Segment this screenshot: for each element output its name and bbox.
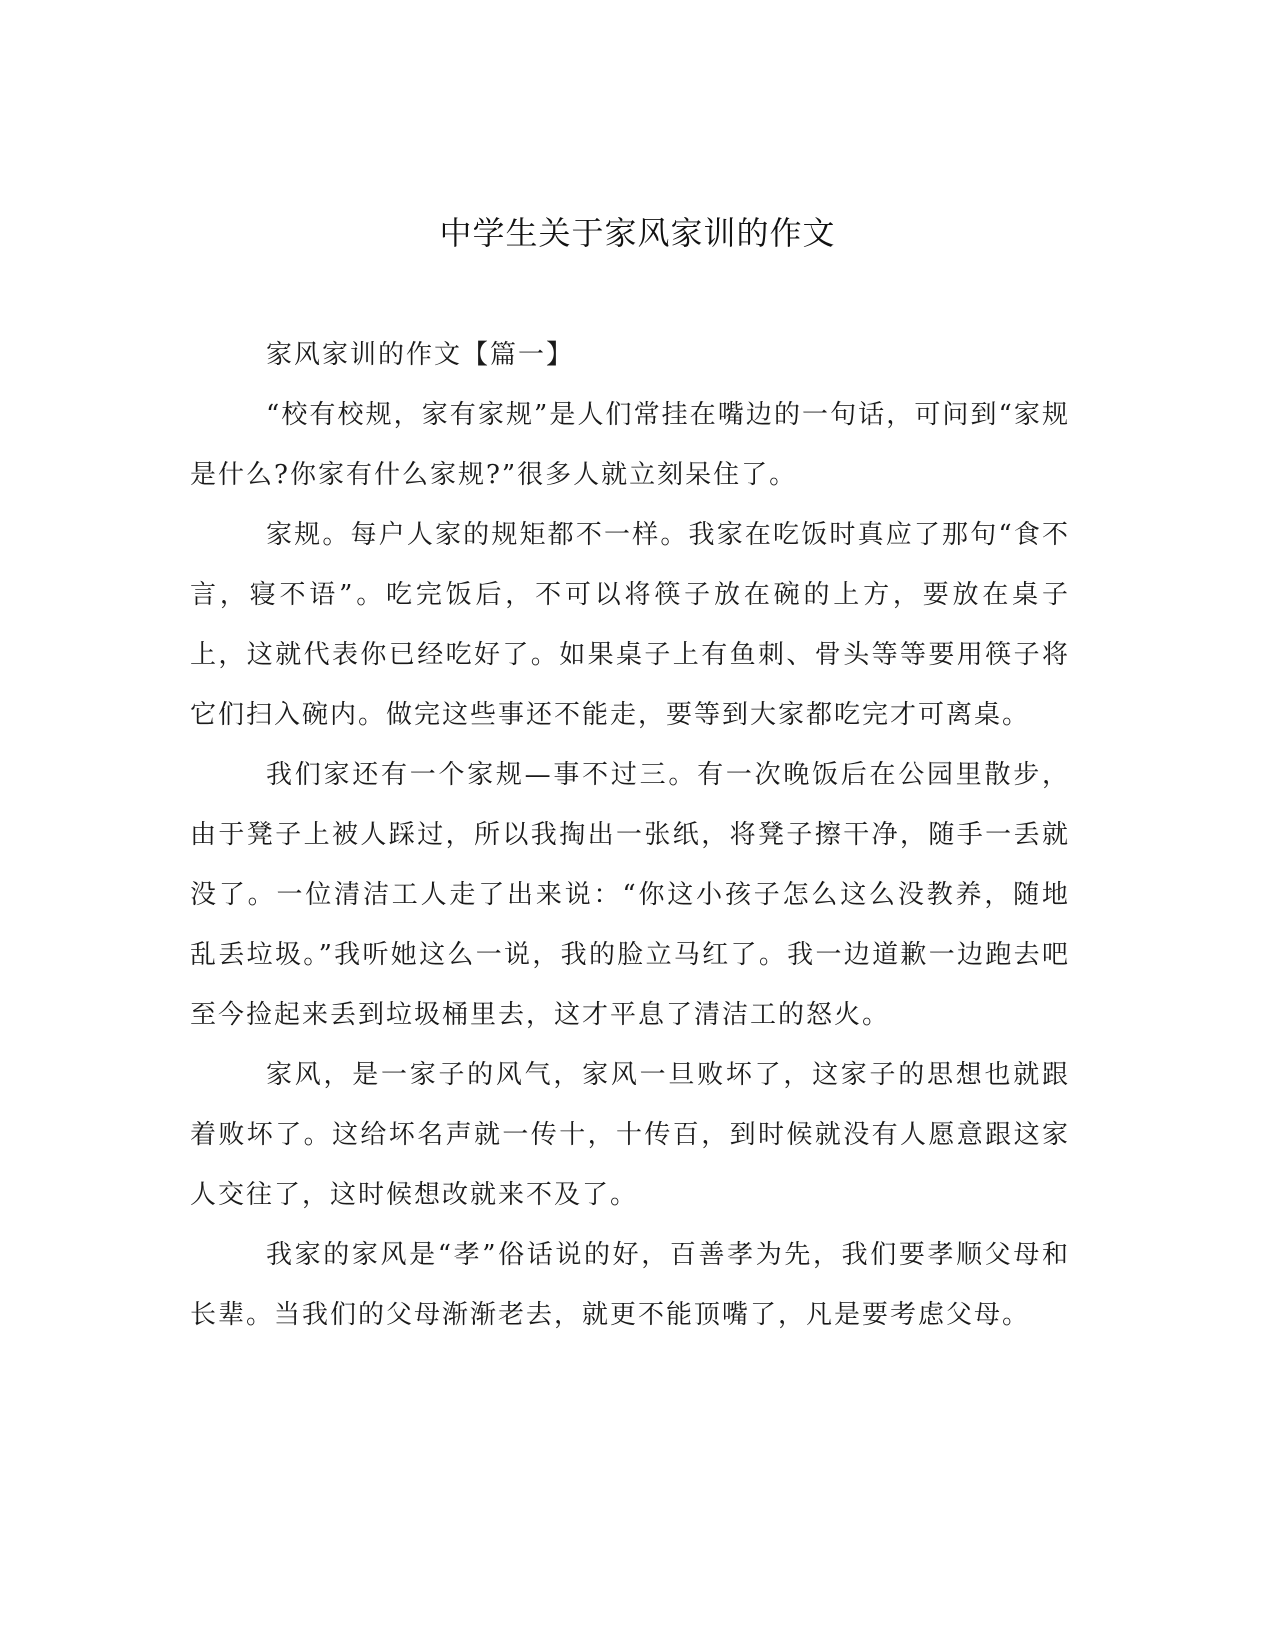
document-body xyxy=(190,325,1070,1345)
paragraph-3: 我们家还有一个家规—事不过三。有一次晚饭后在公园里散步，由于凳子上被人踩过，所以我掏出一张纸，将凳子擦干净，随手一丢就没了。一位清洁工人走了出来说：“你这小孩子怎么这么没教养，随地乱丢垃圾。”我听她这么一说，我的脸立马红了。我一边道歉一边跑去吧至今捡起来丢到垃圾桶里去，这才平息了清洁工的怒火。 xyxy=(190,760,1070,1030)
document-title: 中学生关于家风家训的作文 xyxy=(439,214,836,252)
paragraph-5: 我家的家风是“孝”俗话说的好，百善孝为先，我们要孝顺父母和长辈。当我们的父母渐渐老去，就更不能顶嘴了，凡是要考虑父母。 xyxy=(190,1240,1070,1330)
section-heading: 家风家训的作文【篇一】 xyxy=(266,340,575,370)
paragraph-2: 家规。每户人家的规矩都不一样。我家在吃饭时真应了那句“食不言，寝不语”。吃完饭后，不可以将筷子放在碗的上方，要放在桌子上，这就代表你已经吃好了。如果桌子上有鱼刺、骨头等等要用筷子将它们扫入碗内。做完这些事还不能走，要等到大家都吃完才可离桌。 xyxy=(190,520,1070,730)
paragraph-1: “校有校规，家有家规”是人们常挂在嘴边的一句话，可问到“家规是什么?你家有什么家规?”很多人就立刻呆住了。 xyxy=(190,400,1070,490)
paragraph-4: 家风，是一家子的风气，家风一旦败坏了，这家子的思想也就跟着败坏了。这给坏名声就一传十，十传百，到时候就没有人愿意跟这家人交往了，这时候想改就来不及了。 xyxy=(190,1060,1070,1210)
